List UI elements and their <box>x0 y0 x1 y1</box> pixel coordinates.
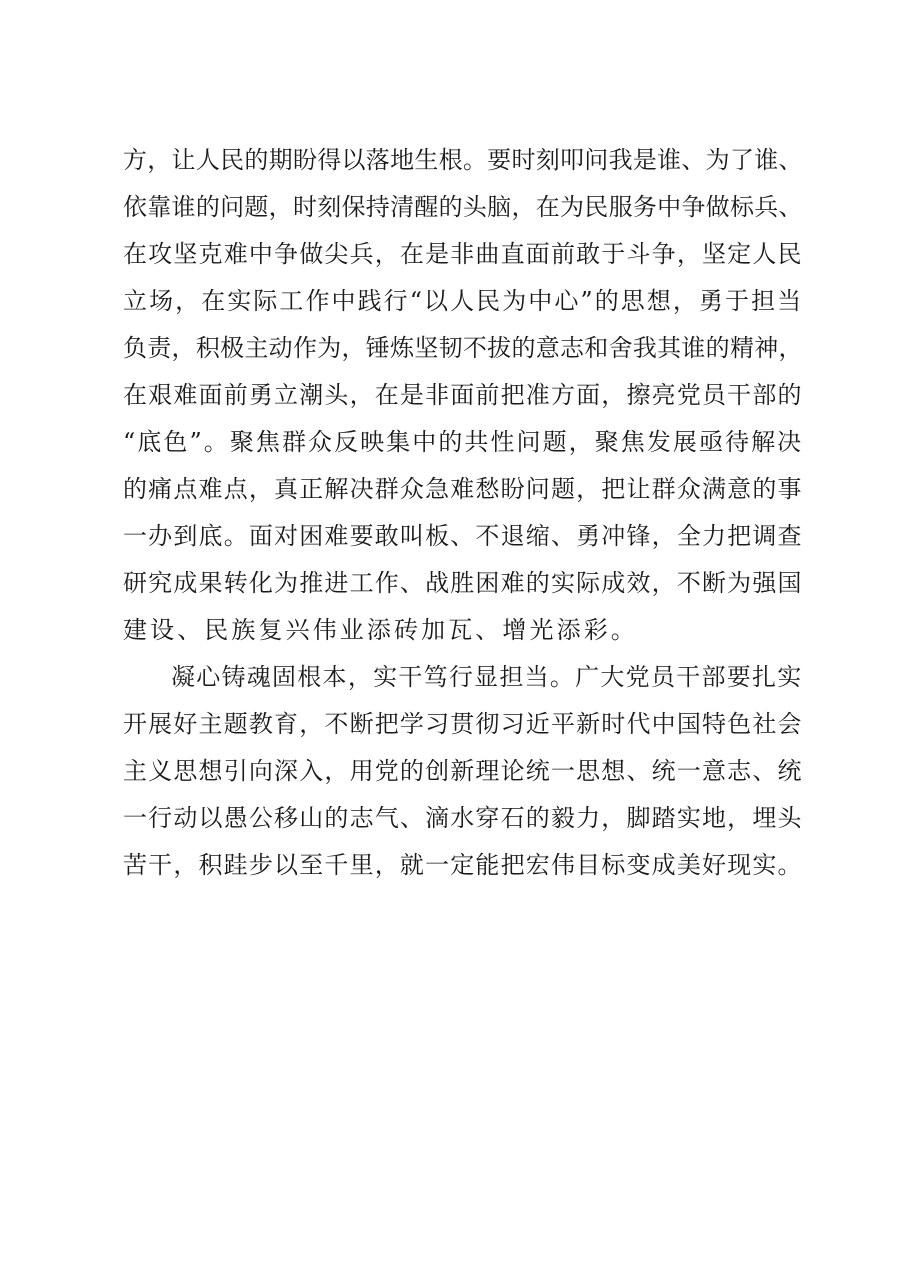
text-line: 在攻坚克难中争做尖兵，在是非曲直面前敢于斗争，坚定人民 <box>123 240 803 268</box>
text-line: 方，让人民的期盼得以落地生根。要时刻叩问我是谁、为了谁、 <box>123 146 803 174</box>
text-line: 的痛点难点，真正解决群众急难愁盼问题，把让群众满意的事 <box>123 475 803 503</box>
text-line: 主义思想引向深入，用党的创新理论统一思想、统一意志、统 <box>123 757 803 785</box>
text-line: 一办到底。面对困难要敢叫板、不退缩、勇冲锋，全力把调查 <box>123 522 803 550</box>
text-line: “底色”。聚焦群众反映集中的共性问题，聚焦发展亟待解决 <box>123 428 804 456</box>
text-line: 开展好主题教育，不断把学习贯彻习近平新时代中国特色社会 <box>123 710 803 738</box>
paragraph-2 <box>123 654 803 889</box>
text-line: 一行动以愚公移山的志气、滴水穿石的毅力，脚踏实地，埋头 <box>123 804 803 832</box>
document-body <box>123 137 803 889</box>
paragraph-1 <box>123 137 803 654</box>
text-line: 苦干，积跬步以至千里，就一定能把宏伟目标变成美好现实。 <box>123 851 803 879</box>
text-line: 立场，在实际工作中践行“以人民为中心”的思想，勇于担当 <box>123 287 804 315</box>
text-line: 凝心铸魂固根本，实干笃行显担当。广大党员干部要扎实 <box>171 663 803 691</box>
text-line: 在艰难面前勇立潮头，在是非面前把准方面，擦亮党员干部的 <box>123 381 803 409</box>
text-line: 研究成果转化为推进工作、战胜困难的实际成效，不断为强国 <box>123 569 803 597</box>
text-line: 建设、民族复兴伟业添砖加瓦、增光添彩。 <box>123 616 638 644</box>
text-line: 依靠谁的问题，时刻保持清醒的头脑，在为民服务中争做标兵、 <box>123 193 803 221</box>
text-line: 负责，积极主动作为，锤炼坚韧不拔的意志和舍我其谁的精神， <box>123 334 803 362</box>
